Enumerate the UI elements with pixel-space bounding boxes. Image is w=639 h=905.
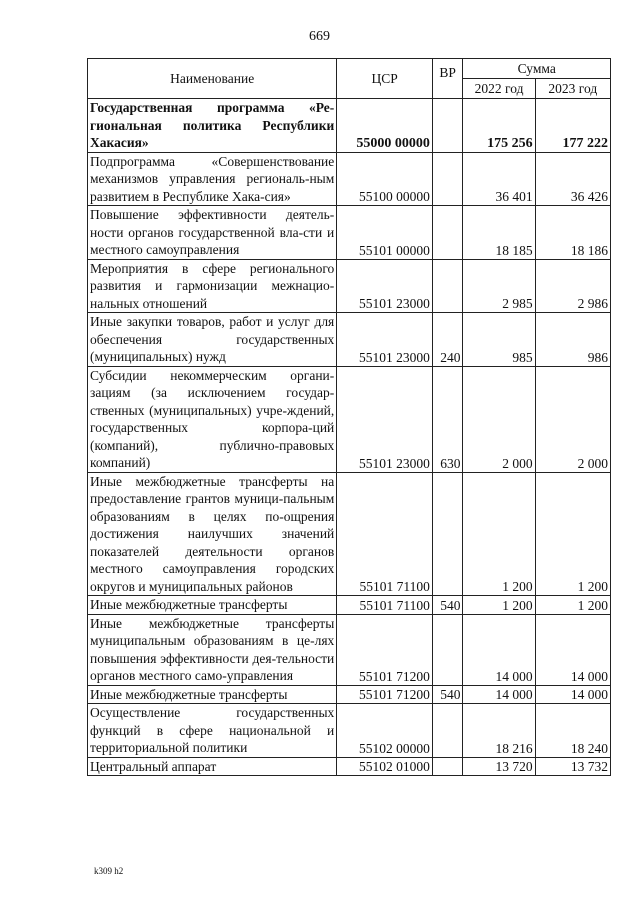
row-name: Центральный аппарат (88, 757, 337, 776)
row-vr (432, 259, 463, 313)
row-sum-2022: 1 200 (463, 596, 535, 615)
row-csr: 55101 71200 (337, 685, 433, 704)
row-sum-2022: 985 (463, 313, 535, 367)
row-csr: 55101 23000 (337, 259, 433, 313)
row-sum-2023: 13 732 (535, 757, 610, 776)
row-name: Иные межбюджетные трансферты (88, 685, 337, 704)
row-sum-2022: 14 000 (463, 614, 535, 685)
header-year-2023: 2023 год (535, 79, 610, 99)
row-sum-2022: 36 401 (463, 152, 535, 206)
row-vr: 240 (432, 313, 463, 367)
row-sum-2023: 36 426 (535, 152, 610, 206)
footer-code: k309 h2 (94, 866, 124, 876)
row-name: Подпрограмма «Совершенствование механизмов управления региональ-ным развитием в Республике Хака-сия» (88, 152, 337, 206)
row-sum-2023: 14 000 (535, 614, 610, 685)
row-name: Осуществление государственных функций в сфере национальной и территориальной политики (88, 704, 337, 758)
header-sum: Сумма (463, 59, 611, 79)
row-csr: 55102 01000 (337, 757, 433, 776)
row-name: Государственная программа «Ре-гиональная политика Республики Хакасия» (88, 99, 337, 153)
row-vr (432, 704, 463, 758)
header-csr: ЦСР (337, 59, 433, 99)
row-name: Иные межбюджетные трансферты (88, 596, 337, 615)
budget-table (87, 58, 611, 776)
table-row (88, 313, 611, 367)
table-row (88, 704, 611, 758)
row-sum-2023: 2 000 (535, 366, 610, 472)
row-sum-2022: 2 000 (463, 366, 535, 472)
row-vr (432, 757, 463, 776)
row-sum-2022: 14 000 (463, 685, 535, 704)
page-number: 669 (309, 29, 330, 44)
row-name: Субсидии некоммерческим органи-зациям (за исключением государ-ственных (муниципальных) учре-ждений, государственных корпора-ций (компаний), публично-правовых компаний) (88, 366, 337, 472)
table-row (88, 99, 611, 153)
row-name: Повышение эффективности деятель-ности органов государственной вла-сти и местного самоуправления (88, 206, 337, 260)
table-body (88, 99, 611, 776)
row-vr: 540 (432, 685, 463, 704)
row-sum-2023: 2 986 (535, 259, 610, 313)
row-vr: 540 (432, 596, 463, 615)
table-row (88, 472, 611, 596)
row-name: Иные закупки товаров, работ и услуг для обеспечения государственных (муниципальных) нужд (88, 313, 337, 367)
row-csr: 55102 00000 (337, 704, 433, 758)
row-name: Иные межбюджетные трансферты на предоставление грантов муници-пальным образованиям в целях по-ощрения достижения наилучших значений показателей деятельности органов местного самоуправления городских округов и муниципальных районов (88, 472, 337, 596)
row-sum-2023: 986 (535, 313, 610, 367)
table-row (88, 259, 611, 313)
header-name: Наименование (88, 59, 337, 99)
row-vr (432, 614, 463, 685)
row-name: Иные межбюджетные трансферты муниципальным образованиям в це-лях повышения эффективности дея-тельности органов местного само-управления (88, 614, 337, 685)
row-sum-2022: 18 185 (463, 206, 535, 260)
table-row (88, 366, 611, 472)
row-name: Мероприятия в сфере регионального развития и гармонизации межнацио-нальных отношений (88, 259, 337, 313)
table-row (88, 685, 611, 704)
row-vr (432, 99, 463, 153)
row-csr: 55000 00000 (337, 99, 433, 153)
row-csr: 55101 00000 (337, 206, 433, 260)
row-csr: 55101 71100 (337, 472, 433, 596)
table-row (88, 152, 611, 206)
row-csr: 55101 71100 (337, 596, 433, 615)
row-sum-2023: 18 186 (535, 206, 610, 260)
table-row (88, 206, 611, 260)
row-sum-2022: 175 256 (463, 99, 535, 153)
row-sum-2022: 2 985 (463, 259, 535, 313)
row-csr: 55101 71200 (337, 614, 433, 685)
row-sum-2022: 1 200 (463, 472, 535, 596)
table-row (88, 614, 611, 685)
header-vr: ВР (432, 59, 463, 99)
row-sum-2023: 1 200 (535, 472, 610, 596)
row-csr: 55101 23000 (337, 313, 433, 367)
row-csr: 55101 23000 (337, 366, 433, 472)
row-csr: 55100 00000 (337, 152, 433, 206)
row-sum-2023: 1 200 (535, 596, 610, 615)
row-sum-2023: 18 240 (535, 704, 610, 758)
row-sum-2022: 13 720 (463, 757, 535, 776)
row-sum-2023: 14 000 (535, 685, 610, 704)
row-vr: 630 (432, 366, 463, 472)
table-row (88, 757, 611, 776)
header-year-2022: 2022 год (463, 79, 535, 99)
row-vr (432, 472, 463, 596)
row-sum-2022: 18 216 (463, 704, 535, 758)
row-vr (432, 206, 463, 260)
table-row (88, 596, 611, 615)
row-sum-2023: 177 222 (535, 99, 610, 153)
row-vr (432, 152, 463, 206)
